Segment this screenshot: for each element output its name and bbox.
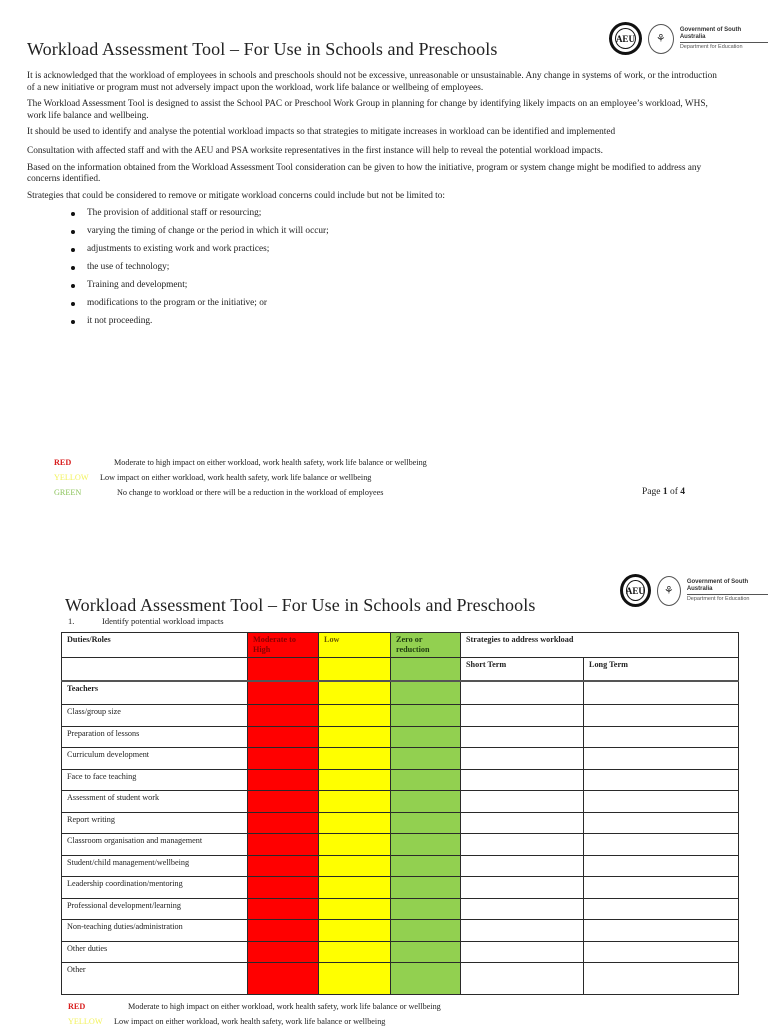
legend-key-red: RED [54, 458, 72, 467]
gov-sa-logo: Government of South Australia Department for Education [687, 579, 768, 601]
cell-red[interactable] [248, 920, 319, 942]
cell-green[interactable] [391, 681, 461, 705]
page-title: Workload Assessment Tool – For Use in Schools and Preschools [65, 595, 536, 615]
cell-green[interactable] [391, 705, 461, 727]
cell-yellow[interactable] [319, 748, 391, 770]
table-row [62, 941, 739, 963]
table-row [62, 705, 739, 727]
cell-red[interactable] [248, 898, 319, 920]
cell-red[interactable] [248, 681, 319, 705]
cell-yellow[interactable] [319, 834, 391, 856]
paragraph: It is acknowledged that the workload of employees in schools and preschools should not be excessive, unreasonable or unsustainable. Any change in systems of work, or the introduction of a new initiative or program must not adversely impact upon the workload, work life balance or wellbeing of employees. [27, 71, 717, 93]
cell-green[interactable] [391, 898, 461, 920]
cell-long-term[interactable] [584, 855, 739, 877]
cell-green[interactable] [391, 658, 461, 681]
cell-long-term[interactable] [584, 726, 739, 748]
cell-long-term[interactable] [584, 705, 739, 727]
header-moderate-high: Moderate to High [248, 633, 319, 658]
cell-short-term[interactable] [461, 748, 584, 770]
header-duties: Duties/Roles [62, 633, 248, 658]
table-row [62, 920, 739, 942]
header-long-term: Long Term [584, 658, 739, 681]
row-label: Other [62, 963, 248, 995]
legend-desc-red: Moderate to high impact on either workload, work health safety, work life balance or wellbeing [114, 458, 427, 467]
table-row [62, 748, 739, 770]
legend-desc-red: Moderate to high impact on either workload, work health safety, work life balance or wellbeing [128, 1002, 441, 1011]
table-row [62, 834, 739, 856]
list-item: adjustments to existing work and work practices; [27, 244, 717, 262]
header-zero: Zero or reduction [391, 633, 461, 658]
paragraph: It should be used to identify and analyse the potential workload impacts so that strategies to mitigate increases in workload can be identified and implemented [27, 127, 616, 138]
table-header-row [62, 633, 739, 658]
empty-cell[interactable] [62, 658, 248, 681]
cell-long-term[interactable] [584, 791, 739, 813]
section-heading: 1. Identify potential workload impacts [68, 616, 224, 626]
header-logos [620, 574, 768, 607]
cell-short-term[interactable] [461, 920, 584, 942]
legend-key-red: RED [68, 1002, 86, 1011]
header-logos [609, 22, 768, 55]
cell-yellow[interactable] [319, 681, 391, 705]
legend-key-yellow: YELLOW [68, 1017, 103, 1026]
cell-short-term[interactable] [461, 812, 584, 834]
cell-green[interactable] [391, 812, 461, 834]
legend-desc-yellow: Low impact on either workload, work health safety, work life balance or wellbeing [114, 1017, 386, 1026]
table-row [62, 791, 739, 813]
paragraph: Based on the information obtained from the Workload Assessment Tool consideration can be given to how the initiative, program or system change might be modified to address any concerns identified. [27, 162, 702, 185]
page-title: Workload Assessment Tool – For Use in Schools and Preschools [27, 39, 498, 59]
cell-yellow[interactable] [319, 658, 391, 681]
header-strategies: Strategies to address workload [461, 633, 739, 658]
cell-green[interactable] [391, 726, 461, 748]
legend-key-green: GREEN [54, 488, 82, 497]
cell-red[interactable] [248, 877, 319, 899]
cell-yellow[interactable] [319, 769, 391, 791]
list-item: varying the timing of change or the period in which it will occur; [27, 226, 717, 244]
paragraph: The Workload Assessment Tool is designed to assist the School PAC or Preschool Work Group in planning for change by identifying likely impacts on an employee’s workload, WHS, work life balance and wellbeing. [27, 99, 708, 121]
cell-red[interactable] [248, 705, 319, 727]
cell-yellow[interactable] [319, 812, 391, 834]
cell-yellow[interactable] [319, 791, 391, 813]
list-item: modifications to the program or the initiative; or [27, 298, 717, 316]
cell-yellow[interactable] [319, 705, 391, 727]
cell-short-term[interactable] [461, 941, 584, 963]
row-label: Leadership coordination/mentoring [62, 877, 248, 899]
cell-long-term[interactable] [584, 898, 739, 920]
row-label: Curriculum development [62, 748, 248, 770]
list-item: The provision of additional staff or resourcing; [27, 208, 717, 226]
paragraph: Consultation with affected staff and with the AEU and PSA worksite representatives in the first instance will help to reveal the potential workload impacts. [27, 145, 603, 156]
row-label: Report writing [62, 812, 248, 834]
cell-red[interactable] [248, 748, 319, 770]
cell-yellow[interactable] [319, 855, 391, 877]
cell-red[interactable] [248, 658, 319, 681]
cell-red[interactable] [248, 769, 319, 791]
header-short-term: Short Term [461, 658, 584, 681]
cell-green[interactable] [391, 748, 461, 770]
cell-green[interactable] [391, 834, 461, 856]
legend-desc-yellow: Low impact on either workload, work health safety, work life balance or wellbeing [100, 473, 372, 482]
row-label: Other duties [62, 941, 248, 963]
list-item: it not proceeding. [27, 316, 717, 334]
table-row [62, 769, 739, 791]
legend-desc-green: No change to workload or there will be a reduction in the workload of employees [117, 488, 384, 497]
row-label: Class/group size [62, 705, 248, 727]
cell-long-term[interactable] [584, 877, 739, 899]
cell-green[interactable] [391, 920, 461, 942]
cell-short-term[interactable] [461, 877, 584, 899]
cell-long-term[interactable] [584, 834, 739, 856]
cell-short-term[interactable] [461, 791, 584, 813]
strategy-list [27, 208, 717, 334]
cell-long-term[interactable] [584, 748, 739, 770]
workload-assessment-table [61, 632, 739, 995]
cell-long-term[interactable] [584, 941, 739, 963]
group-label-teachers: Teachers [62, 681, 248, 705]
cell-green[interactable] [391, 941, 461, 963]
cell-long-term[interactable] [584, 812, 739, 834]
table-group-row [62, 681, 739, 705]
cell-long-term[interactable] [584, 769, 739, 791]
cell-red[interactable] [248, 834, 319, 856]
cell-short-term[interactable] [461, 705, 584, 727]
cell-red[interactable] [248, 855, 319, 877]
intro-text [27, 71, 717, 334]
cell-short-term[interactable] [461, 681, 584, 705]
cell-yellow[interactable] [319, 941, 391, 963]
gov-sa-logo: Government of South Australia Department for Education [680, 27, 768, 49]
cell-green[interactable] [391, 855, 461, 877]
table-row [62, 877, 739, 899]
table-subheader-row [62, 658, 739, 681]
row-label: Face to face teaching [62, 769, 248, 791]
sa-crest-icon: ⚘ [648, 24, 674, 54]
cell-yellow[interactable] [319, 898, 391, 920]
cell-short-term[interactable] [461, 855, 584, 877]
cell-red[interactable] [248, 941, 319, 963]
cell-yellow[interactable] [319, 726, 391, 748]
aeu-logo-icon: AEU [620, 574, 651, 607]
cell-red[interactable] [248, 812, 319, 834]
cell-long-term[interactable] [584, 963, 739, 995]
paragraph: Strategies that could be considered to remove or mitigate workload concerns could include but not be limited to: [27, 190, 445, 201]
cell-green[interactable] [391, 769, 461, 791]
cell-yellow[interactable] [319, 920, 391, 942]
cell-red[interactable] [248, 963, 319, 995]
table-row [62, 855, 739, 877]
cell-green[interactable] [391, 791, 461, 813]
row-label: Student/child management/wellbeing [62, 855, 248, 877]
sa-crest-icon: ⚘ [657, 576, 681, 606]
row-label: Non-teaching duties/administration [62, 920, 248, 942]
cell-green[interactable] [391, 877, 461, 899]
legend-key-yellow: YELLOW [54, 473, 89, 482]
list-item: Training and development; [27, 280, 717, 298]
table-row [62, 726, 739, 748]
cell-long-term[interactable] [584, 920, 739, 942]
header-low: Low [319, 633, 391, 658]
cell-red[interactable] [248, 791, 319, 813]
cell-red[interactable] [248, 726, 319, 748]
cell-short-term[interactable] [461, 726, 584, 748]
table-row [62, 963, 739, 995]
cell-short-term[interactable] [461, 769, 584, 791]
row-label: Classroom organisation and management [62, 834, 248, 856]
row-label: Preparation of lessons [62, 726, 248, 748]
cell-short-term[interactable] [461, 898, 584, 920]
document-page-1 [0, 0, 768, 510]
cell-short-term[interactable] [461, 834, 584, 856]
aeu-logo-icon: AEU [609, 22, 642, 55]
cell-long-term[interactable] [584, 681, 739, 705]
row-label: Assessment of student work [62, 791, 248, 813]
cell-short-term[interactable] [461, 963, 584, 995]
cell-yellow[interactable] [319, 963, 391, 995]
page-number: Page 1 of 4 [642, 487, 686, 497]
table-row [62, 898, 739, 920]
cell-green[interactable] [391, 963, 461, 995]
document-page-2 [0, 560, 768, 1024]
row-label: Professional development/learning [62, 898, 248, 920]
list-item: the use of technology; [27, 262, 717, 280]
table-row [62, 812, 739, 834]
cell-yellow[interactable] [319, 877, 391, 899]
